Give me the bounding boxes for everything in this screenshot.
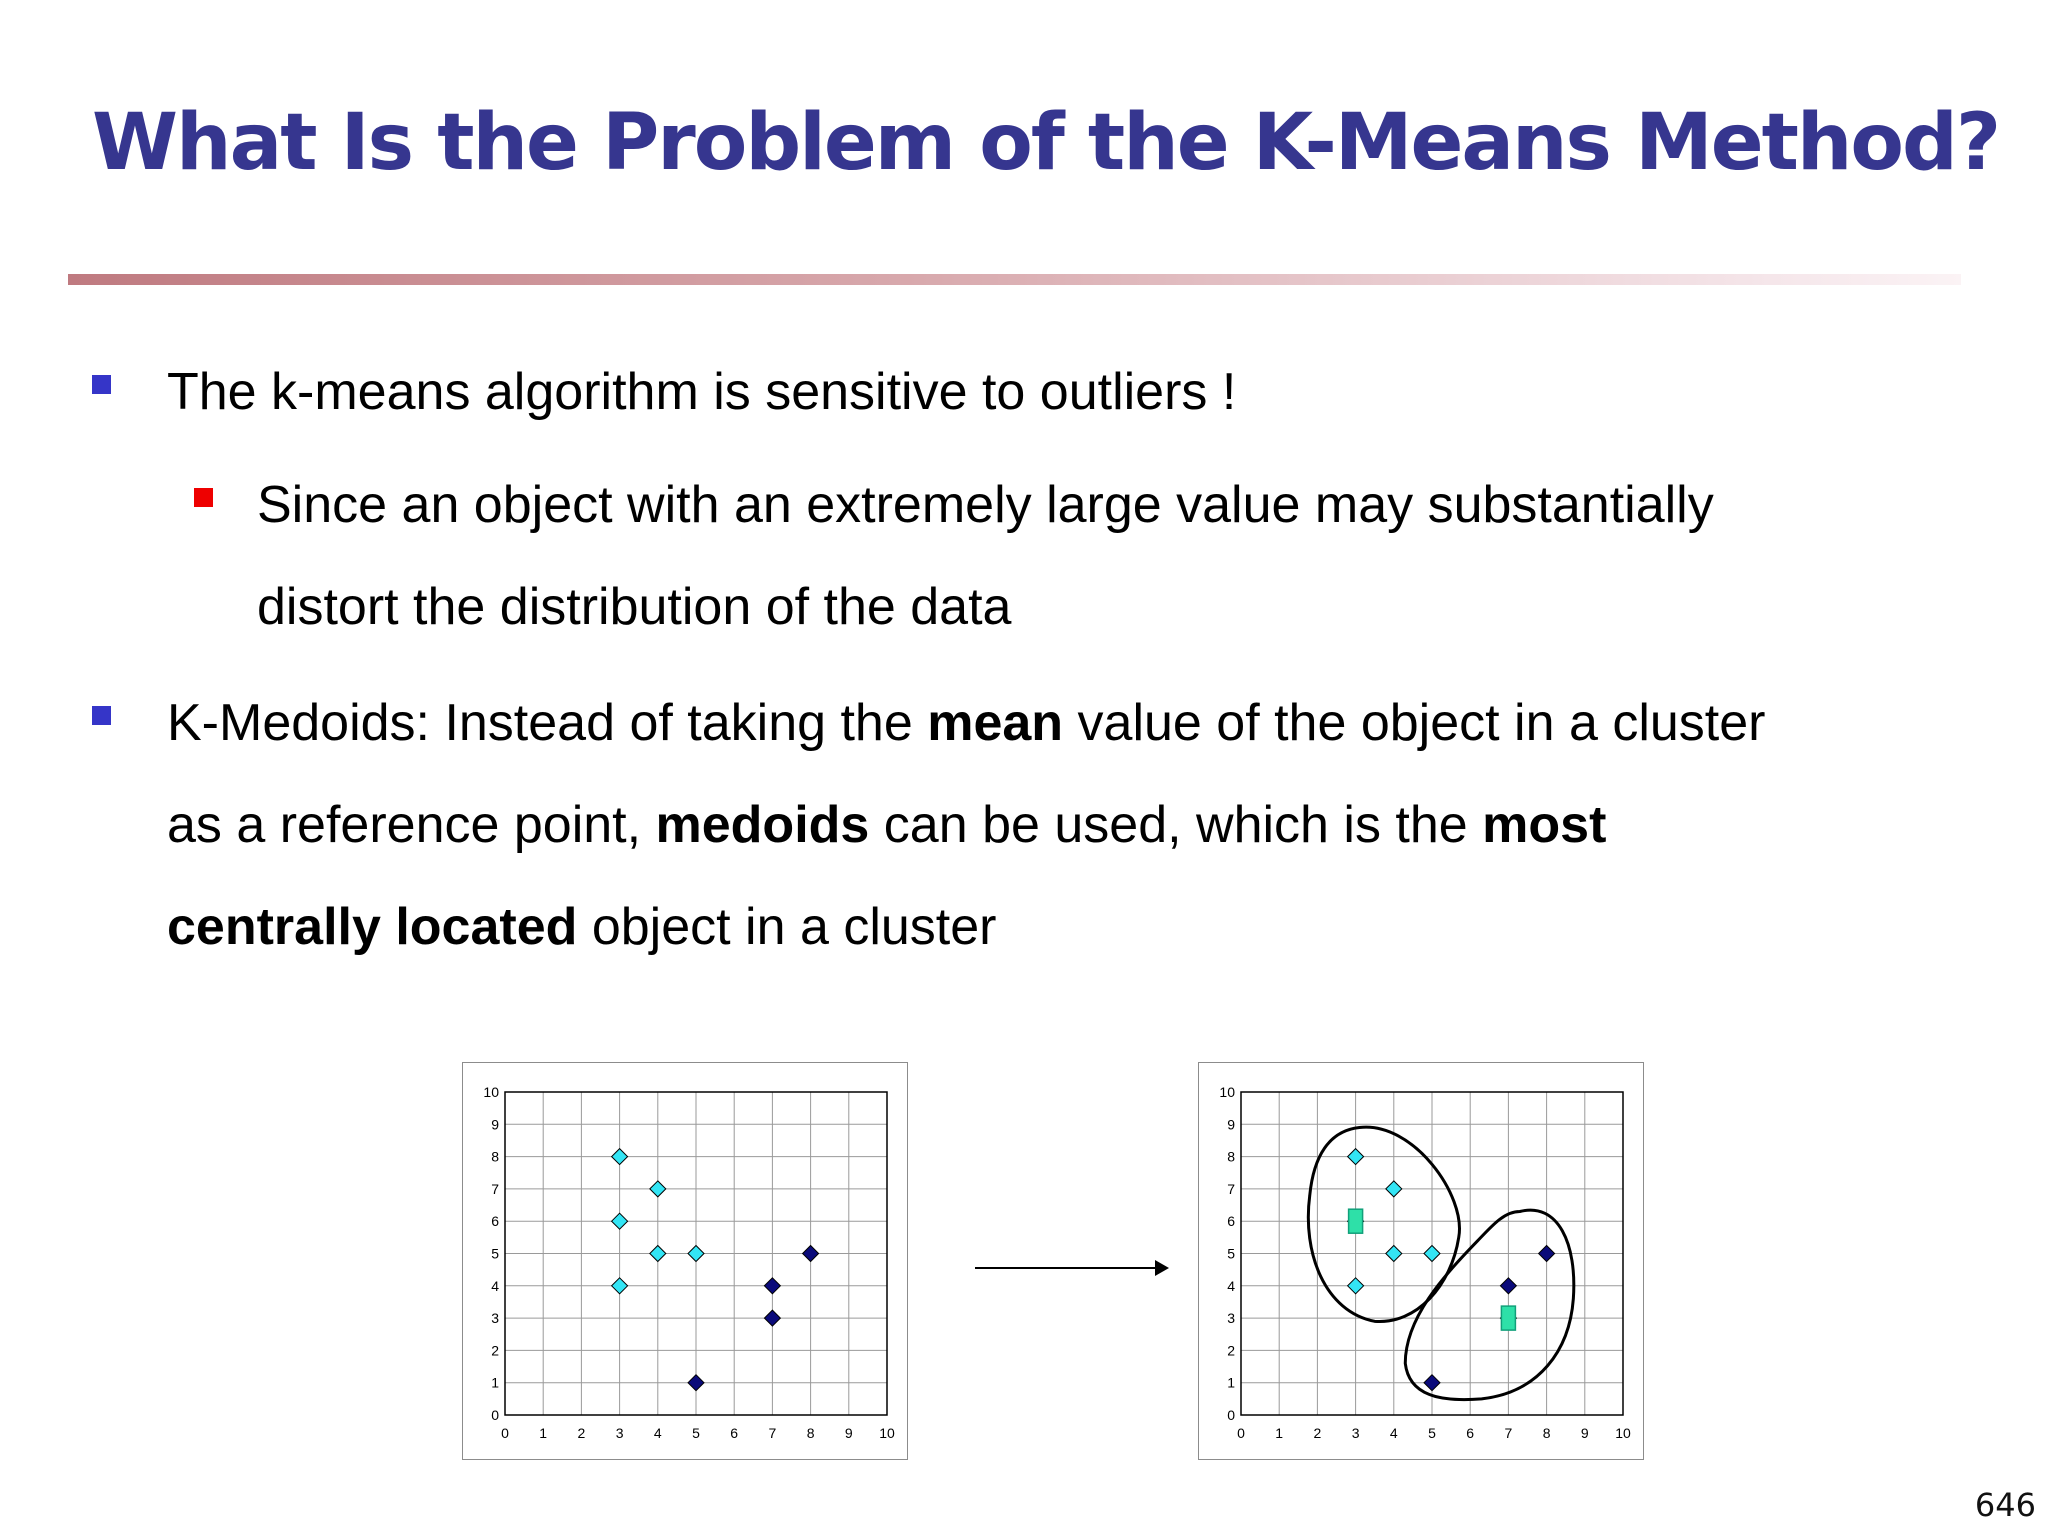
bullet-2-line-3 [167,876,997,978]
x-tick-label: 7 [1504,1425,1513,1441]
x-tick-label: 0 [501,1425,509,1441]
cluster-outline [1405,1210,1574,1399]
y-tick-label: 0 [1227,1407,1235,1423]
y-tick-label: 0 [491,1407,499,1423]
data-point [764,1310,780,1326]
scatter-plot-svg [1199,1063,1643,1459]
x-tick-label: 9 [844,1425,853,1441]
sub-bullet-line-1: Since an object with an extremely large value may substantially [257,476,1714,534]
medoid-marker [1349,1209,1363,1233]
y-tick-label: 9 [1227,1116,1235,1133]
sub-bullet-marker [194,488,213,507]
y-tick-label: 2 [491,1342,499,1359]
page-number: 646 [1974,1486,2036,1524]
x-tick-label: 2 [1313,1425,1322,1441]
x-tick-label: 8 [806,1425,815,1441]
data-point [1500,1278,1516,1294]
text-run: as a reference point, [167,796,656,854]
x-tick-label: 0 [1237,1425,1245,1441]
text-run: can be used, which is the [869,796,1483,854]
y-tick-label: 3 [1227,1310,1235,1327]
y-tick-label: 3 [491,1310,499,1327]
x-tick-label: 10 [1615,1425,1631,1441]
scatter-plot-svg [463,1063,907,1459]
bullet-2-line-2 [167,774,1606,876]
text-run: object in a cluster [577,898,997,956]
data-point [1386,1246,1402,1262]
y-tick-label: 4 [1227,1277,1235,1294]
y-tick-label: 7 [1227,1180,1235,1197]
y-tick-label: 6 [1227,1213,1235,1230]
transition-arrow-icon [975,1256,1175,1280]
x-tick-label: 3 [615,1425,624,1441]
bullet-marker [92,375,111,394]
x-tick-label: 9 [1580,1425,1589,1441]
y-tick-label: 10 [483,1084,499,1100]
x-tick-label: 5 [1428,1425,1436,1441]
data-point [1539,1246,1555,1262]
emphasis-mean: mean [927,694,1064,752]
data-point [650,1246,666,1262]
scatter-chart-after [1198,1062,1644,1460]
title-divider [68,274,1961,285]
bullet-2-line-1 [167,672,1765,774]
y-tick-label: 5 [1227,1245,1235,1262]
y-tick-label: 10 [1219,1084,1235,1100]
data-point [612,1278,628,1294]
data-point [1424,1375,1440,1391]
emphasis-most: most [1482,796,1607,854]
data-point [764,1278,780,1294]
data-point [1386,1181,1402,1197]
y-tick-label: 8 [491,1148,499,1165]
x-tick-label: 7 [768,1425,777,1441]
text-run: value of the object in a cluster [1063,694,1766,752]
data-point [688,1246,704,1262]
y-tick-label: 4 [491,1277,499,1294]
y-tick-label: 9 [491,1116,499,1133]
x-tick-label: 6 [1466,1425,1475,1441]
emphasis-centrally-located: centrally located [167,898,578,956]
x-tick-label: 4 [653,1425,662,1441]
x-tick-label: 5 [692,1425,700,1441]
emphasis-medoids: medoids [655,796,870,854]
y-tick-label: 2 [1227,1342,1235,1359]
bullet-1: The k-means algorithm is sensitive to outliers ! [167,363,1237,421]
data-point [1348,1149,1364,1165]
text-run: K-Medoids: Instead of taking the [167,694,928,752]
y-tick-label: 8 [1227,1148,1235,1165]
scatter-chart-before [462,1062,908,1460]
data-point [688,1375,704,1391]
x-tick-label: 6 [730,1425,739,1441]
y-tick-label: 1 [491,1374,499,1391]
data-point [612,1213,628,1229]
x-tick-label: 1 [539,1425,548,1441]
medoid-marker [1501,1306,1515,1330]
data-point [1348,1278,1364,1294]
y-tick-label: 7 [491,1180,499,1197]
data-point [612,1149,628,1165]
bullet-marker [92,706,111,725]
x-tick-label: 1 [1275,1425,1284,1441]
x-tick-label: 3 [1351,1425,1360,1441]
data-point [803,1246,819,1262]
x-tick-label: 10 [879,1425,895,1441]
x-tick-label: 4 [1389,1425,1398,1441]
slide-title: What Is the Problem of the K-Means Method? [92,98,2000,188]
sub-bullet-line-2: distort the distribution of the data [257,578,1012,636]
data-point [650,1181,666,1197]
x-tick-label: 2 [577,1425,586,1441]
y-tick-label: 6 [491,1213,499,1230]
y-tick-label: 1 [1227,1374,1235,1391]
data-point [1424,1246,1440,1262]
y-tick-label: 5 [491,1245,499,1262]
x-tick-label: 8 [1542,1425,1551,1441]
